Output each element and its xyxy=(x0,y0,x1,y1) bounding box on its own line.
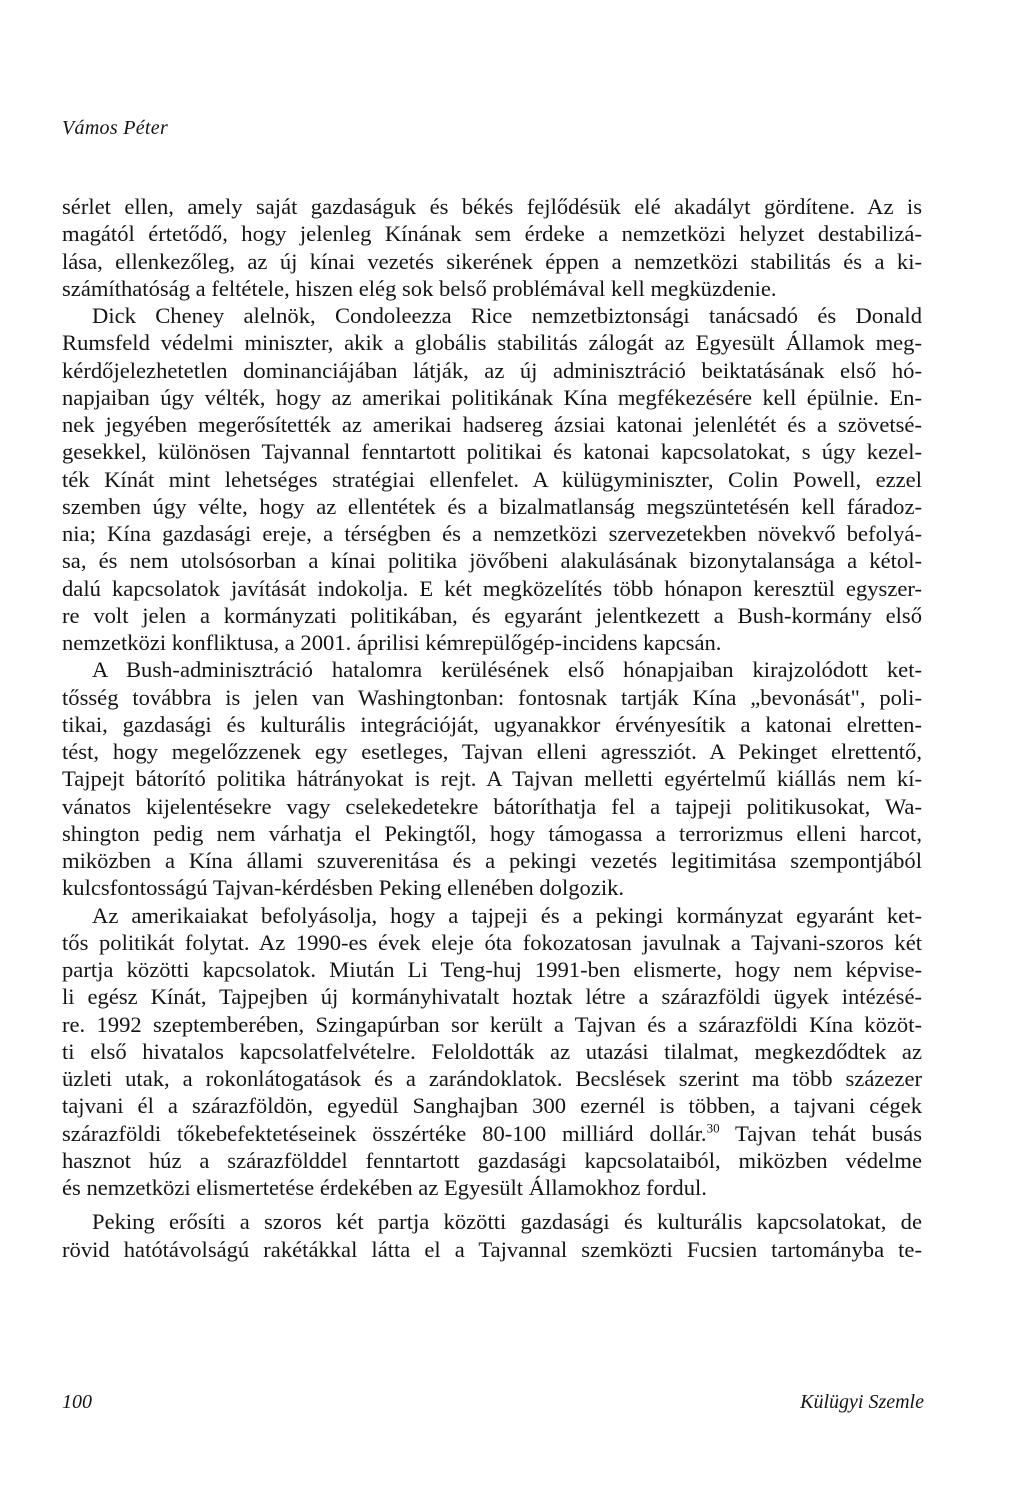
text-line: tajvani él a szárazföldön, egyedül Sanghajban 300 ezernél is többen, a tajvani cégek xyxy=(62,1093,922,1119)
text-line: dalú kapcsolatok javítását indokolja. E két megközelítés több hónapon keresztül egyszer- xyxy=(62,575,922,601)
text-line: szemben úgy vélte, hogy az ellentétek és a bizalmatlanság megszüntetésén kell fáradoz- xyxy=(62,493,922,519)
text-line: re. 1992 szeptemberében, Szingapúrban sor került a Tajvan és a szárazföldi Kína közöt- xyxy=(62,1011,922,1037)
text-segment: szárazföldi tőkebefektetéseinek összértéke 80-100 milliárd dollár. xyxy=(62,1120,707,1146)
text-line: nek jegyében megerősítették az amerikai hadsereg ázsiai katonai jelenlétét és a szövetsé- xyxy=(62,412,922,437)
text-line: re volt jelen a kormányzati politikában, és egyaránt jelentkezett a Bush-kormány első xyxy=(62,602,922,628)
text-line: tikai, gazdasági és kulturális integrációját, ugyanakkor érvényesítik a katonai elretten- xyxy=(62,711,922,737)
text-line: magától értetődő, hogy jelenleg Kínának sem érdeke a nemzetközi helyzet destabilizá- xyxy=(62,221,922,247)
text-line: üzleti utak, a rokonlátogatások és a zarándoklatok. Becslések szerint ma több százezer xyxy=(62,1066,922,1091)
text-line: A Bush-adminisztráció hatalomra kerülésének első hónapjaiban kirajzolódott ket- xyxy=(92,657,922,683)
page-number: 100 xyxy=(62,1391,92,1413)
text-line: shington pedig nem várhatja el Pekingtől, hogy támogassa a terrorizmus elleni harcot, xyxy=(62,820,922,846)
text-line: sérlet ellen, amely saját gazdaságuk és békés fejlődésük elé akadályt gördítene. Az is xyxy=(62,194,922,219)
text-line: lása, ellenkezőleg, az új kínai vezetés sikerének éppen a nemzetközi stabilitás és a ki- xyxy=(62,248,922,274)
text-line: Peking erősíti a szoros két partja közötti gazdasági és kulturális kapcsolatokat, de xyxy=(92,1209,922,1235)
text-line: tős politikát folytat. Az 1990-es évek eleje óta fokozatosan javulnak a Tajvani-szoros két xyxy=(62,929,922,955)
text-segment: Tajvan tehát busás xyxy=(719,1120,923,1146)
text-line: li egész Kínát, Tajpejben új kormányhivatalt hoztak létre a szárazföldi ügyek intézésé- xyxy=(62,984,922,1010)
text-line: tést, hogy megelőzzenek egy esetleges, Tajvan elleni agressziót. A Pekinget elrettentő, xyxy=(62,739,922,764)
text-line: gesekkel, különösen Tajvannal fenntartott politikai és katonai kapcsolatokat, s úgy kezel- xyxy=(62,439,922,465)
text-line: hasznot húz a szárazfölddel fenntartott gazdasági kapcsolataiból, miközben védelme xyxy=(62,1147,922,1173)
text-line: partja közötti kapcsolatok. Miután Li Teng-huj 1991-ben elismerte, hogy nem képvise- xyxy=(62,957,922,982)
text-line: sa, és nem utolsósorban a kínai politika jövőbeni alakulásának bizonytalansága a kétol- xyxy=(62,548,922,574)
text-line: rövid hatótávolságú rakétákkal látta el a Tajvannal szemközti Fucsien tartományba te- xyxy=(62,1236,922,1262)
text-line: ték Kínát mint lehetséges stratégiai ellenfelet. A külügyminiszter, Colin Powell, ezzel xyxy=(62,466,922,492)
text-line: Tajpejt bátorító politika hátrányokat is rejt. A Tajvan melletti egyértelmű kiállás nem kí- xyxy=(62,766,922,792)
text-line: nemzetközi konfliktusa, a 2001. áprilisi kémrepülőgép-incidens kapcsán. xyxy=(62,630,722,655)
text-line: kulcsfontosságú Tajvan-kérdésben Peking ellenében dolgozik. xyxy=(62,875,625,901)
footnote-marker[interactable]: 30 xyxy=(706,1119,720,1135)
text-line: nia; Kína gazdasági ereje, a térségben és a nemzetközi szervezetekben növekvő befolyá- xyxy=(62,521,922,546)
text-line: napjaiban úgy vélték, hogy az amerikai politikának Kína megfékezésére kell épülnie. En- xyxy=(62,384,922,410)
running-header-author: Vámos Péter xyxy=(62,117,169,139)
text-line: kérdőjelezhetetlen dominanciájában látják, az új adminisztráció beiktatásának első hó- xyxy=(62,357,922,383)
text-line: tősség továbbra is jelen van Washingtonban: fontosnak tartják Kína „bevonását", poli- xyxy=(62,684,922,710)
text-line-with-footnote xyxy=(62,1120,922,1147)
text-line: Rumsfeld védelmi miniszter, akik a globális stabilitás zálogát az Egyesült Államok meg- xyxy=(62,330,922,356)
body-text xyxy=(62,193,922,1263)
text-line: számíthatóság a feltétele, hiszen elég sok belső problémával kell megküzdenie. xyxy=(62,275,777,301)
text-line: ti első hivatalos kapcsolatfelvételre. Feloldották az utazási tilalmat, megkezdődtek az xyxy=(62,1038,922,1064)
text-line: Az amerikaiakat befolyásolja, hogy a tajpeji és a pekingi kormányzat egyaránt ket- xyxy=(92,902,922,928)
text-line: vánatos kijelentésekre vagy cselekedetekre bátoríthatja fel a tajpeji politikusokat, Wa- xyxy=(62,793,922,819)
journal-title: Külügyi Szemle xyxy=(800,1391,924,1413)
text-line: és nemzetközi elismertetése érdekében az Egyesült Államokhoz fordul. xyxy=(62,1175,707,1200)
text-line: miközben a Kína állami szuverenitása és a pekingi vezetés legitimitása szempontjából xyxy=(62,848,922,873)
text-line: Dick Cheney alelnök, Condoleezza Rice nemzetbiztonsági tanácsadó és Donald xyxy=(92,303,922,328)
